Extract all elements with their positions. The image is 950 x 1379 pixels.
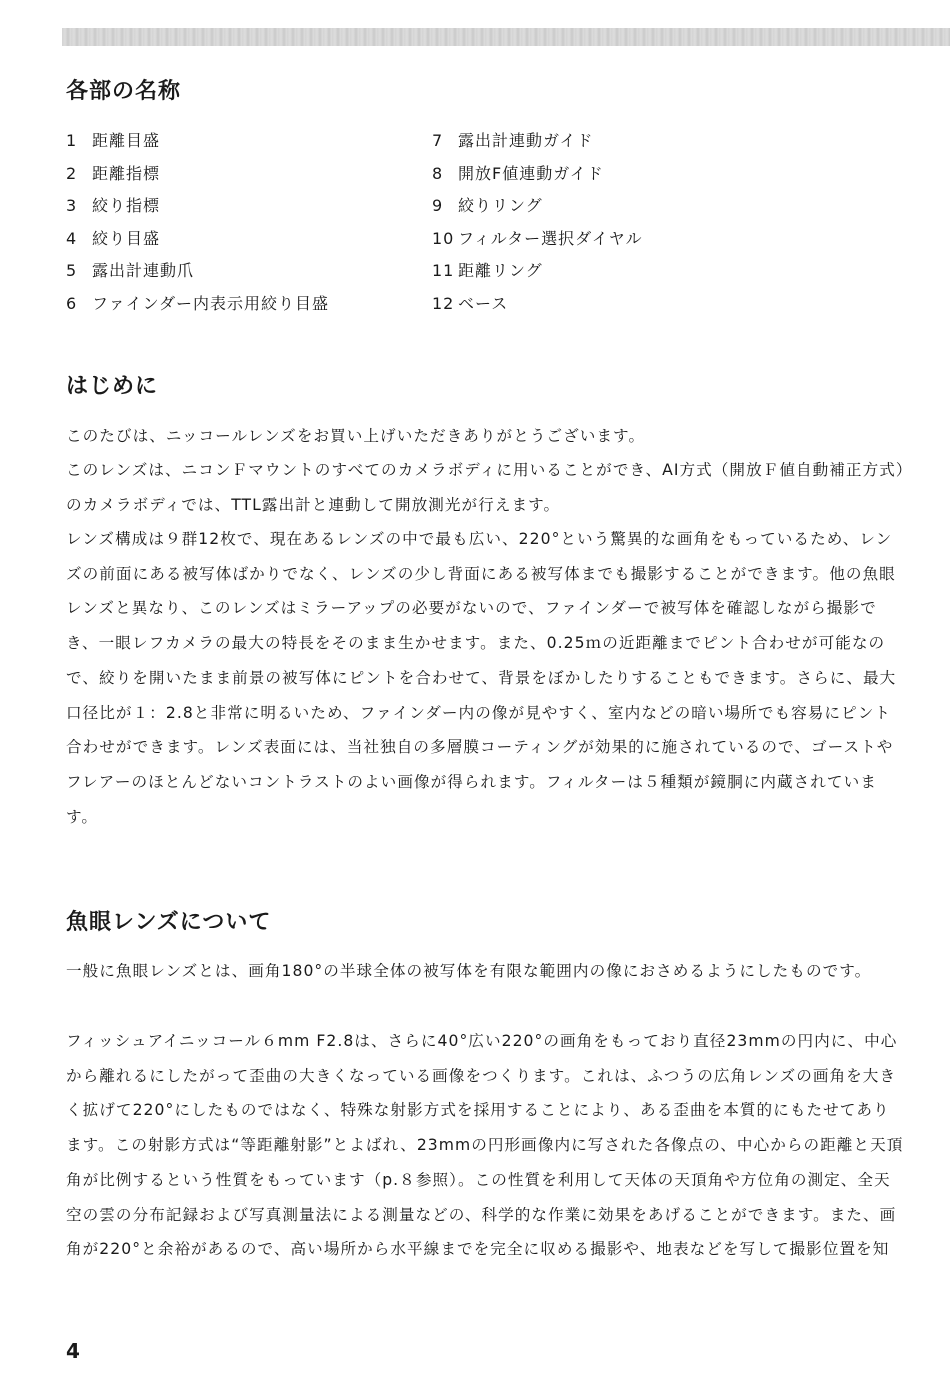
part-item (66, 128, 329, 161)
top-scan-band (62, 28, 950, 46)
page-number: 4 (66, 1339, 80, 1363)
part-label: 開放F値連動ガイド (458, 163, 604, 183)
part-number: 7 (432, 131, 444, 150)
parts-list-left (66, 128, 329, 323)
part-label: 距離指標 (92, 163, 161, 183)
part-label: 絞り指標 (92, 196, 161, 215)
part-item (432, 161, 643, 194)
part-label: 距離リング (458, 261, 543, 280)
part-label: ベース (458, 293, 509, 313)
fisheye-paragraph-1: 一般に魚眼レンズとは、画角180°の半球全体の被写体を有限な範囲内の像におさめるようにしたものです。 (66, 962, 872, 980)
part-label: 絞りリング (458, 196, 543, 215)
part-number: 1 (66, 131, 78, 150)
intro-paragraph-1: このたびは、ニッコールレンズをお買い上げいただきありがとうございます。 (66, 427, 646, 445)
intro-paragraph-3: レンズ構成は９群12枚で、現在あるレンズの中で最も広い、220°という驚異的な画角をもっているため、レンズの前面にある被写体ばかりでなく、レンズの少し背面にある被写体までも撮影することができます。他の魚眼レンズと異なり、このレンズはミラーアップの必要がないので、ファインダーで被写体を確認しながら撮影でき、一眼レフカメラの最大の特長をそのまま生かせます。また、0.25ｍの近距離までピント合わせが可能なので、絞りを開いたまま前景の被写体にピントを合わせて、背景をぼかしたりすることもできます。さらに、最大口径比が１：2.8と非常に明るいため、ファインダー内の像が見やすく、室内などの暗い場所でも容易にピント合わせができます。レンズ表面には、当社独自の多層膜コーティングが効果的に施されているので、ゴーストやフレアーのほとんどないコントラストのよい画像が得られます。フィルターは５種類が鏡胴に内蔵されています。 (66, 530, 897, 826)
part-number: 6 (66, 293, 78, 313)
part-number: 9 (432, 196, 444, 215)
part-label: ファインダー内表示用絞り目盛 (92, 293, 330, 313)
part-label: 露出計連動爪 (92, 261, 195, 280)
part-number: 2 (66, 163, 78, 183)
part-item (66, 193, 329, 226)
part-label: 絞り目盛 (92, 228, 161, 248)
part-label: 露出計連動ガイド (458, 131, 594, 150)
part-number: 4 (66, 228, 78, 248)
part-number: 8 (432, 163, 444, 183)
part-number: 12 (432, 293, 455, 313)
part-item (66, 161, 329, 194)
parts-heading: 各部の名称 (66, 79, 182, 104)
part-item (432, 258, 643, 291)
part-label: 距離目盛 (92, 131, 161, 150)
part-label: フィルター選択ダイヤル (458, 228, 643, 248)
part-item (66, 258, 329, 291)
fisheye-paragraph-2: フィッシュアイニッコール６mm F2.8は、さらに40°広い220°の画角をもっており直径23mmの円内に、中心から離れるにしたがって歪曲の大きくなっている画像をつくります。これは、ふつうの広角レンズの画角を大きく拡げて220°にしたものではなく、特殊な射影方式を採用することにより、ある歪曲を本質的にもたせてあります。この射影方式は“等距離射影”とよばれ、23mmの円形画像内に写された各像点の、中心からの距離と天頂角が比例するという性質をもっています（p.８参照）。この性質を利用して天体の天頂角や方位角の測定、全天空の雲の分布記録および写真測量法による測量などの、科学的な作業に効果をあげることができます。また、画角が220°と余裕があるので、高い場所から水平線までを完全に収める撮影や、地表などを写して撮影位置を知 (66, 1032, 904, 1259)
part-item (432, 226, 643, 259)
part-number: 11 (432, 261, 455, 280)
parts-list-right (432, 128, 643, 323)
part-item (66, 226, 329, 259)
intro-paragraph-2: このレンズは、ニコンＦマウントのすべてのカメラボディに用いることができ、AI方式（開放Ｆ値自動補正方式）のカメラボディでは、TTL露出計と連動して開放測光が行えます。 (66, 461, 905, 514)
intro-heading: はじめに (66, 374, 159, 399)
part-number: 10 (432, 228, 455, 248)
part-item (432, 193, 643, 226)
part-item (432, 128, 643, 161)
part-item (432, 291, 643, 324)
part-number: 3 (66, 196, 78, 215)
part-item (66, 291, 329, 324)
part-number: 5 (66, 261, 78, 280)
fisheye-heading: 魚眼レンズについて (66, 910, 272, 935)
parts-list (66, 128, 906, 320)
